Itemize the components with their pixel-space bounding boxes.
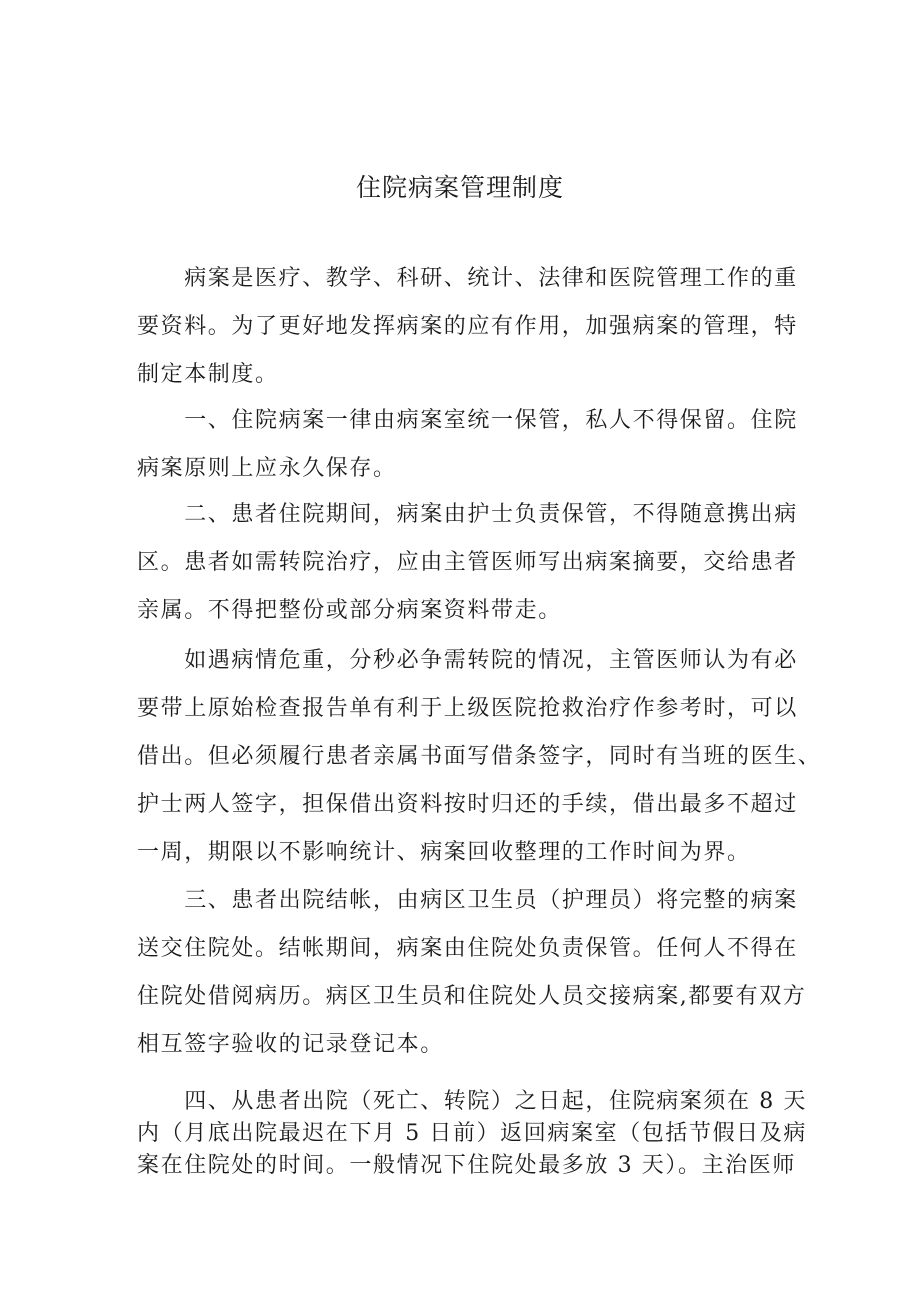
text-line: 病案原则上应永久保存。 [137, 456, 397, 481]
text-line: 送交住院处。结帐期间，病案由住院处负责保管。任何人不得在 [137, 936, 798, 961]
paragraph-item-1 [137, 397, 817, 493]
paragraph-intro [137, 255, 817, 399]
text-line: 住院处借阅病历。病区卫生员和住院处人员交接病案,都要有双方 [137, 984, 807, 1009]
text-line: 制定本制度。 [137, 362, 279, 387]
paragraph-item-2 [137, 491, 817, 635]
page-title: 住院病案管理制度 [355, 173, 564, 202]
text-line: 借出。但必须履行患者亲属书面写借条签字，同时有当班的医生、 [137, 744, 822, 769]
paragraph-item-4 [137, 1086, 817, 1182]
text-line: 要带上原始检查报告单有利于上级医院抢救治疗作参考时，可以 [137, 696, 798, 721]
text-line: 如遇病情危重，分秒必争需转院的情况，主管医师认为有必 [137, 648, 798, 673]
text-line: 要资料。为了更好地发挥病案的应有作用，加强病案的管理，特 [137, 314, 798, 339]
text-line: 病案是医疗、教学、科研、统计、法律和医院管理工作的重 [137, 266, 798, 291]
text-line: 三、患者出院结帐，由病区卫生员（护理员）将完整的病案 [137, 888, 798, 913]
paragraph-item-3 [137, 877, 817, 1069]
text-line: 亲属。不得把整份或部分病案资料带走。 [137, 598, 562, 623]
text-line: 内（月底出院最迟在下月 5 日前）返回病案室（包括节假日及病 [137, 1121, 807, 1146]
text-line: 一、住院病案一律由病案室统一保管，私人不得保留。住院 [137, 408, 798, 433]
text-line: 一周，期限以不影响统计、病案回收整理的工作时间为界。 [137, 840, 751, 865]
text-line: 区。患者如需转院治疗，应由主管医师写出病案摘要，交给患者 [137, 550, 798, 575]
text-line: 案在住院处的时间。一般情况下住院处最多放 3 天）。主治医师 [137, 1153, 796, 1178]
text-line: 相互签字验收的记录登记本。 [137, 1032, 444, 1057]
text-line: 护士两人签字，担保借出资料按时归还的手续，借出最多不超过 [137, 792, 798, 817]
text-line: 四、从患者出院（死亡、转院）之日起，住院病案须在 8 天 [137, 1089, 807, 1114]
paragraph-emergency [137, 637, 822, 877]
text-line: 二、患者住院期间，病案由护士负责保管，不得随意携出病 [137, 502, 798, 527]
